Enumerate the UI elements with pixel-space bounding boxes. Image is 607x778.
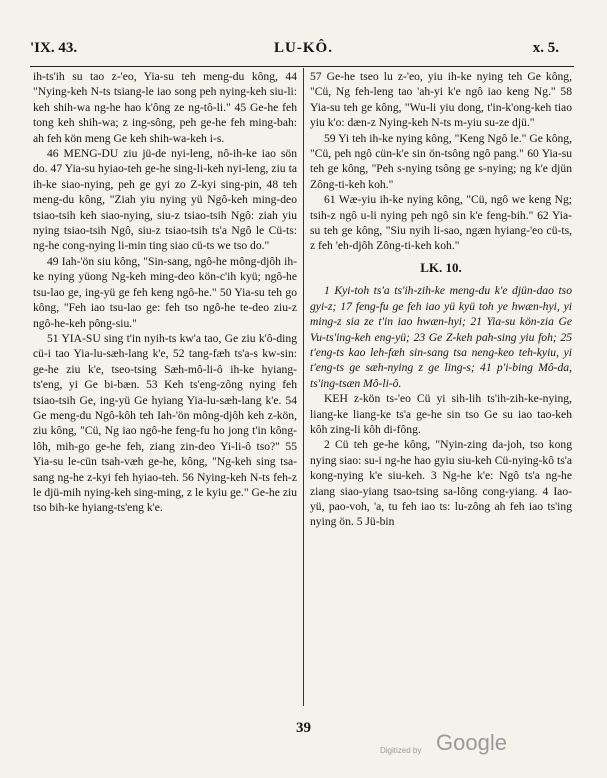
header-rule	[30, 66, 574, 67]
left-text-column	[33, 69, 297, 713]
paragraph: 51 YIA-SU sing t'in nyih-ts kw'a tao, Ge ziu k'ô-ding cü-i tao Yia-lu-sæh-lang k'e, 52 tang-fæh ts'a-s kw-sin: ge-he ziu k'e, tseo-tsing Sæh-mô-li-ô ih-ke hyiang-ts'eng, yi Ge bi-bæn. 53 Keh ts'eng-zông nying feh tsiao-tsih Ge, ing-yü Ge hyiang Yia-lu-sæh-lang k'e. 54 Ge meng-du Ngô-kôh teh Iah-'ön mông-djôh keh z-kön, ziu kông, "Cü, Ng iao ngô-he feng-fu ho jong t'in kông-lôh, mih-go ge-he feh, ziang zin-deo Yi-li-ô tso?" 55 Yia-su le-cün tsah-væh ge-he, kông, "Ng-keh sing tsa-sang ng-he z-kyi feh hyiao-teh. 56 Nying-keh N-ts feh-z le djü-mih nying-keh sing-ming, z le kyiu ge." Ge-he ziu tso bih-ke hyiang-ts'eng k'e.	[33, 331, 297, 515]
paragraph: 2 Cü teh ge-he kông, "Nyin-zing da-joh, tso kong nying siao: su-i ng-he hao gyiu siu-keh Cü-nying-kô ts'a kong-nying k'e siu-keh. 3 Ng-he k'e: Ngô ts'a ng-he ziang siao-yiang tsao-tsing sa-lông cong-yiang. 4 Iao-yü, pao-voh, 'a, tu feh iao ts: lu-zông ah feh iao ts'ing nying ön. 5 Jü-bin	[310, 438, 572, 529]
paragraph: 46 MENG-DU ziu jü-de nyi-leng, nô-ih-ke iao sön do. 47 Yia-su hyiao-teh ge-he sing-li-keh nyi-leng, ziu ta ih-ke siao-nying, peh ge gyi zo Z-kyi sing-pin, 48 teh meng-du kông, "Ziah yiu nying yü Ngô-keh ming-deo tsiao-tsih keh siao-nying, siu-z tsiao-tsih Ngô: ziah yiu nying tsiao-tsih Ngô, siu-z tsiao-tsih ts'a Ngô le Cü-ts: ng-he cong-nying li-min ting siao cü-ts we tso do."	[33, 147, 297, 253]
chapter-summary: 1 Kyi-toh ts'a ts'ih-zih-ke meng-du k'e djün-dao tso gyi-z; 17 feng-fu ge feh iao yü kyü toh ye hwæn-hyi, yi ming-z sia ze t'in iao hwæn-hyi; 21 Yia-su kön-zia Ge Vu-ts'ing-keh eng-yü; 23 Ge Z-keh pah-sing yiu foh; 25 t'eng-ts kao leh-fæh sin-sang tsa neng-keo teh-kyiu, yi t'eng-ts ge sæh-nying z ge ling-s; 41 p'i-bing Mô-da, ts'ing-tsæn Mô-li-ô.	[310, 284, 572, 390]
paragraph: 61 Wæ-yiu ih-ke nying kông, "Cü, ngô we keng Ng; tsih-z ngô u-li nying peh ngô sin k'e feng-bih." 62 Yia-su teh ge kông, "Siu nyih li-sao, ngæn hyiang-'eo cü-ts, z feh 'eh-djôh Zông-ti-keh koh."	[310, 193, 572, 253]
chapter-heading: LK. 10.	[420, 259, 462, 275]
right-text-column	[310, 69, 572, 713]
paragraph: 59 Yi teh ih-ke nying kông, "Keng Ngô le." Ge kông, "Cü, peh ngô cün-k'e sin ön-tsông ngô pang." 60 Yia-su teh ge kông, "Peh s-nying tsông ge s-nying; ng k'e djün Zông-ti-keh koh."	[310, 131, 572, 191]
paragraph: ih-ts'ih su tao z-'eo, Yia-su teh meng-du kông, 44 "Nying-keh N-ts tsiang-le iao song peh nying-keh siu-li: keh shih-wa ng-he hao k'ông ze ng-tô-li." 45 Ge-he feh tong keh shih-wa; z ing-sông, peh ge-he feh ming-bah: ah feh kön meng Ge keh shih-wa-keh i-s.	[33, 70, 297, 145]
paragraph: 49 Iah-'ön siu kông, "Sin-sang, ngô-he mông-djôh ih-ke nying yüong Ng-keh ming-deo kön-c'ih kyü; ngô-he tsu-lao ge, ing-yü ge feh keng ngô-he." 50 Yia-su teh go kông, "Feh iao tsu-lao ge: feh tso ngô-he te-deo ziu-z ngô-he-keh pông-siu."	[33, 254, 297, 330]
header-right-reference: x. 5.	[532, 40, 559, 56]
paragraph: KEH z-kön ts-'eo Cü yi sih-lih ts'ih-zih-ke-nying, liang-ke liang-ke ts'a ge-he sin tso Ge su iao tao-keh kôh zing-li kôh di-fông.	[310, 392, 572, 436]
page-number: 39	[296, 720, 311, 736]
header-left-reference: 'IX. 43.	[30, 40, 78, 56]
digitized-watermark	[380, 730, 560, 762]
watermark-prefix: Digitized by	[380, 746, 422, 755]
google-logo: Google	[436, 730, 507, 755]
running-header	[0, 40, 607, 62]
header-book-title: LU-KÔ.	[274, 40, 333, 56]
column-divider	[303, 68, 304, 706]
paragraph: 57 Ge-he tseo lu z-'eo, yiu ih-ke nying teh Ge kông, "Cü, Ng feh-leng tao 'ah-yi k'e ngô iao keng Ng." 58 Yia-su teh ge kông, "Wu-li yiu dong, t'in-k'ong-keh tiao yiu k'o: dæn-z Nying-keh N-ts m-yiu su-ze djü."	[310, 70, 572, 130]
